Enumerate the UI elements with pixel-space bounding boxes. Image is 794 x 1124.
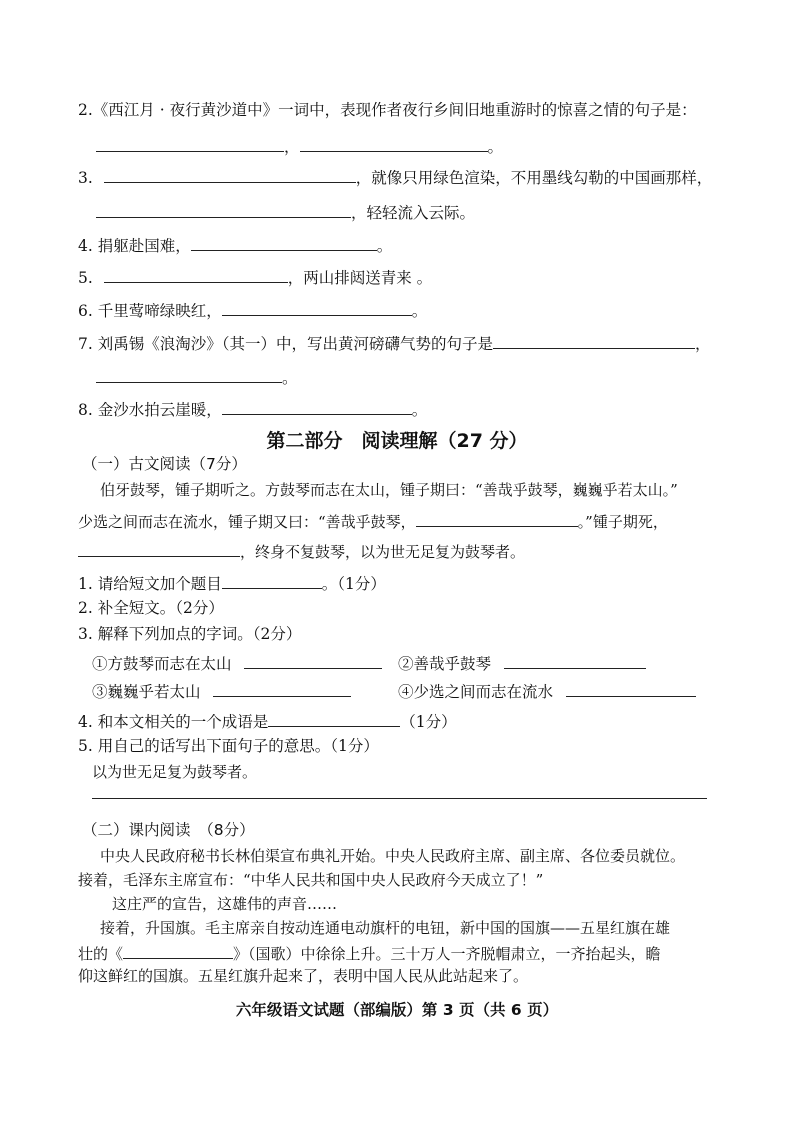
- punctuation: 。: [411, 302, 428, 320]
- question-2-text: 2.《西江月 · 夜行黄沙道中》一词中，表现作者夜行乡间旧地重游时的惊喜之情的句子是：: [78, 101, 697, 119]
- answer-blank[interactable]: [123, 942, 233, 959]
- word-item-2: [398, 652, 646, 674]
- inclass-paragraph-5: [78, 942, 661, 964]
- classical-q3: 3. 解释下列加点的字词。（2分）: [78, 625, 302, 643]
- inclass-paragraph-2: 接着，毛泽东主席宣布：“中华人民共和国中央人民政府今天成立了！”: [78, 871, 544, 889]
- punctuation: 。: [376, 237, 393, 255]
- question-8: [78, 398, 427, 420]
- word-item-1: [92, 652, 382, 674]
- question-7-text: 7. 刘禹锡《浪淘沙》（其一）中，写出黄河磅礴气势的句子是: [78, 335, 493, 353]
- word-item-label: ②善哉乎鼓琴: [398, 655, 492, 673]
- answer-blank[interactable]: [78, 540, 240, 557]
- classical-q1-text: 1. 请给短文加个题目: [78, 575, 222, 593]
- question-2-blanks: [96, 135, 503, 157]
- classical-q1: [78, 572, 386, 594]
- question-8-text: 8. 金沙水拍云崖暖，: [78, 401, 222, 419]
- word-item-3: [92, 680, 351, 702]
- question-6: [78, 299, 427, 321]
- classical-q5: 5. 用自己的话写出下面句子的意思。（1分）: [78, 737, 379, 755]
- question-6-text: 6. 千里莺啼绿映红，: [78, 302, 222, 320]
- word-item-4: [398, 680, 696, 702]
- question-5-text: ，两山排闼送青来 。: [287, 269, 433, 287]
- question-3-line2: [96, 201, 475, 223]
- answer-blank[interactable]: [191, 234, 377, 251]
- answer-blank[interactable]: [96, 135, 284, 152]
- word-item-label: ①方鼓琴而志在太山: [92, 655, 232, 673]
- question-3-text-2: ，轻轻流入云际。: [351, 204, 476, 222]
- classical-paragraph-1: 伯牙鼓琴，锺子期听之。方鼓琴而志在太山，锺子期曰：“善哉乎鼓琴，巍巍乎若太山。”: [100, 481, 678, 499]
- question-4: [78, 234, 392, 256]
- punctuation: 。: [282, 369, 298, 387]
- question-3: [78, 166, 712, 188]
- answer-blank[interactable]: [493, 332, 695, 349]
- punctuation: ，: [694, 335, 711, 353]
- punctuation: 。: [487, 138, 504, 156]
- answer-blank[interactable]: [222, 398, 412, 415]
- answer-blank[interactable]: [222, 572, 322, 589]
- classical-heading: （一）古文阅读（7分）: [82, 455, 247, 473]
- answer-blank[interactable]: [300, 135, 488, 152]
- punctuation: 。: [411, 401, 428, 419]
- page-footer: 六年级语文试题（部编版）第 3 页（共 6 页）: [235, 1001, 559, 1019]
- inclass-paragraph-1: 中央人民政府秘书长林伯渠宣布典礼开始。中央人民政府主席、副主席、各位委员就位。: [100, 847, 686, 865]
- inclass-text: 壮的《: [78, 945, 124, 963]
- answer-blank[interactable]: [222, 299, 412, 316]
- answer-blank[interactable]: [504, 652, 646, 669]
- answer-blank[interactable]: [416, 510, 578, 527]
- classical-text: ，终身不复鼓琴，以为世无足复为鼓琴者。: [240, 543, 526, 561]
- question-number: 5.: [78, 269, 93, 287]
- score: （1分）: [400, 713, 457, 731]
- answer-blank[interactable]: [244, 652, 382, 669]
- question-7-line2: [96, 366, 298, 388]
- answer-blank[interactable]: [96, 201, 351, 218]
- question-3-text: ，就像只用绿色渲染，不用墨线勾勒的中国画那样，: [355, 169, 713, 187]
- classical-paragraph-3: [78, 540, 525, 562]
- inclass-paragraph-3: 这庄严的宣告，这雄伟的声音……: [112, 895, 338, 913]
- classical-text: 。”锺子期死，: [577, 513, 668, 531]
- inclass-text: 》（国歌）中徐徐上升。三十万人一齐脱帽肃立，一齐抬起头，瞻: [233, 945, 661, 963]
- inclass-paragraph-4: 接着，升国旗。毛主席亲自按动连通电动旗杆的电钮，新中国的国旗——五星红旗在雄: [100, 919, 671, 937]
- question-4-text: 4. 捐躯赴国难，: [78, 237, 191, 255]
- score: 。（1分）: [321, 575, 386, 593]
- question-7: [78, 332, 710, 354]
- answer-blank[interactable]: [96, 366, 282, 383]
- question-number: 3.: [78, 169, 93, 187]
- inclass-heading: （二）课内阅读 （8分）: [82, 821, 255, 839]
- answer-line[interactable]: [92, 798, 707, 799]
- answer-blank[interactable]: [213, 680, 351, 697]
- classical-q2: 2. 补全短文。（2分）: [78, 599, 224, 617]
- classical-q4: [78, 710, 457, 732]
- answer-blank[interactable]: [104, 266, 288, 283]
- answer-blank[interactable]: [566, 680, 696, 697]
- classical-paragraph-2: [78, 510, 668, 532]
- part-2-title: 第二部分 阅读理解（27 分）: [266, 430, 528, 452]
- question-5: [78, 266, 432, 288]
- question-2: [78, 100, 697, 120]
- word-item-label: ③巍巍乎若太山: [92, 683, 201, 701]
- answer-blank[interactable]: [104, 166, 356, 183]
- word-item-label: ④少选之间而志在流水: [398, 683, 554, 701]
- classical-q4-text: 4. 和本文相关的一个成语是: [78, 713, 269, 731]
- classical-q5-sentence: 以为世无足复为鼓琴者。: [92, 763, 258, 781]
- inclass-paragraph-6: 仰这鲜红的国旗。五星红旗升起来了，表明中国人民从此站起来了。: [78, 967, 529, 985]
- punctuation: ，: [284, 138, 300, 156]
- answer-blank[interactable]: [268, 710, 400, 727]
- classical-text: 少选之间而志在流水，锺子期又曰：“善哉乎鼓琴，: [78, 513, 416, 531]
